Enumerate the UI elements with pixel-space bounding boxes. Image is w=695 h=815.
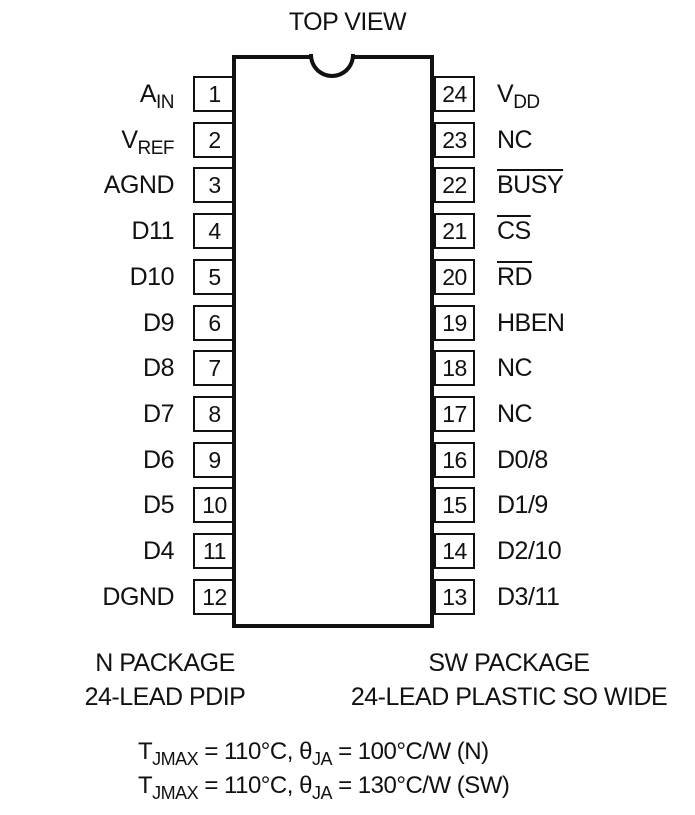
pin-number-19: 19 [434,305,475,341]
pin-label-11: D4 [143,537,174,565]
n-package-desc: 24-LEAD PDIP [84,683,246,711]
pin-number-15: 15 [434,487,475,523]
pin-label-2: $V_{REF}$ [121,126,174,159]
pin-label-10: D5 [143,491,174,519]
pin-number-12: 12 [193,579,234,615]
pin-number-17: 17 [434,396,475,432]
pin-number-3: 3 [193,167,234,203]
pin-number-16: 16 [434,442,475,478]
pin-number-13: 13 [434,579,475,615]
pin-label-14: D2/10 [497,537,562,565]
pin-label-22: BUSY [497,171,564,199]
pin-number-11: 11 [193,533,234,569]
n-package-name: N PACKAGE [95,649,235,677]
pin-label-12: DGND [102,583,174,611]
sw-package-label [344,646,674,714]
pin-number-8: 8 [193,396,234,432]
sw-package-name: SW PACKAGE [428,649,590,677]
ic-package-body [232,55,434,628]
pin-label-7: D8 [143,354,174,382]
pin-label-15: D1/9 [497,491,548,519]
pin-label-1: $A_{IN}$ [139,80,174,113]
pin-number-2: 2 [193,122,234,158]
pin-number-7: 7 [193,350,234,386]
pin-label-3: AGND [103,171,174,199]
pin-label-16: D0/8 [497,446,548,474]
pin-number-23: 23 [434,122,475,158]
n-package-label [72,646,258,714]
pin-label-8: D7 [143,400,174,428]
pin-label-9: D6 [143,446,174,474]
pin-number-18: 18 [434,350,475,386]
thermal-spec-sw: $T_{JMAX} = 110^\circ C$, $\theta_{JA} = 130^\circ C/W$ (SW) [138,772,510,803]
pin-number-5: 5 [193,259,234,295]
pin-label-20: $\overline{RD}$ [497,263,533,291]
pin-number-10: 10 [193,487,234,523]
diagram-title: TOP VIEW [288,8,407,36]
pin-number-9: 9 [193,442,234,478]
pin-label-6: D9 [143,309,174,337]
pin-label-24: $V_{DD}$ [497,80,540,113]
pin-number-6: 6 [193,305,234,341]
pin-label-21: $\overline{CS}$ [497,217,531,245]
sw-package-desc: 24-LEAD PLASTIC SO WIDE [350,683,668,711]
pin-number-24: 24 [434,76,475,112]
thermal-spec-n: $T_{JMAX} = 110^\circ C$, $\theta_{JA} = 100^\circ C/W$ (N) [138,738,489,769]
pin-number-4: 4 [193,213,234,249]
pin-number-20: 20 [434,259,475,295]
pin-label-23: NC [497,126,533,154]
pin-label-13: D3/11 [497,583,560,611]
pin-label-18: NC [497,354,533,382]
pin-label-4: D11 [131,217,174,245]
pin-label-17: NC [497,400,533,428]
pin-number-22: 22 [434,167,475,203]
pin-number-1: 1 [193,76,234,112]
pin-label-19: HBEN [497,309,565,337]
pin-number-14: 14 [434,533,475,569]
pin-number-21: 21 [434,213,475,249]
pin-label-5: D10 [129,263,174,291]
